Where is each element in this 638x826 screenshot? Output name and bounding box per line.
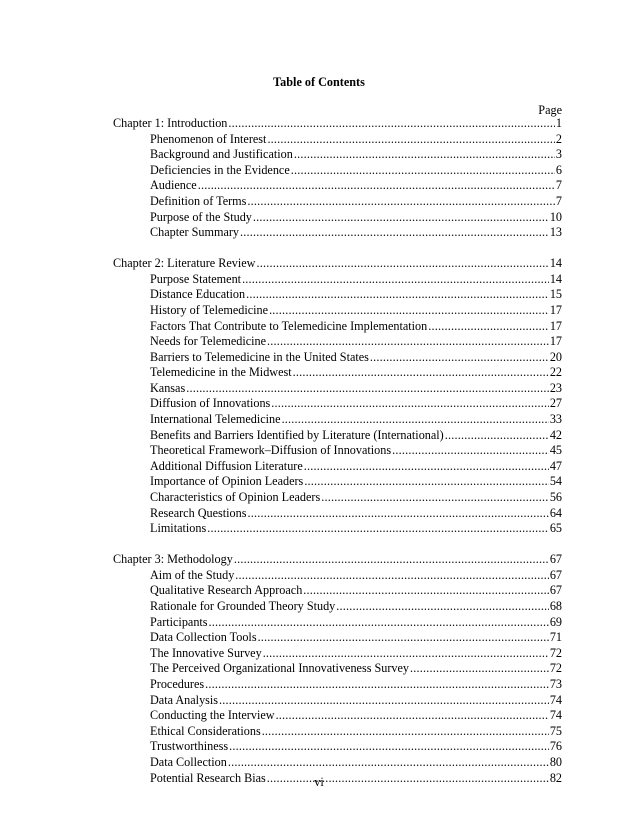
dot-leader xyxy=(234,552,549,568)
toc-section-entry xyxy=(113,739,562,755)
toc-entry-label: Benefits and Barriers Identified by Literature (International) xyxy=(150,427,444,442)
toc-entry-page-number: 20 xyxy=(549,349,562,364)
toc-section-entry xyxy=(113,412,562,428)
toc-entry-page-number: 72 xyxy=(549,661,562,676)
dot-leader xyxy=(228,116,555,132)
toc-entry-page-number: 65 xyxy=(549,521,562,536)
toc-chapter-entry xyxy=(113,256,562,272)
toc-entry-page-number: 7 xyxy=(555,178,562,193)
toc-entry-page-number: 76 xyxy=(549,739,562,754)
dot-leader xyxy=(445,428,549,444)
table-of-contents xyxy=(113,116,562,786)
toc-entry-label: Data Analysis xyxy=(150,692,219,707)
toc-entry-page-number: 17 xyxy=(549,318,562,333)
toc-entry-label: Procedures xyxy=(150,676,205,691)
toc-entry-page-number: 54 xyxy=(549,474,562,489)
toc-section-entry xyxy=(113,396,562,412)
toc-section-entry xyxy=(113,428,562,444)
toc-entry-page-number: 1 xyxy=(555,116,562,130)
toc-section-entry xyxy=(113,661,562,677)
page-column-label: Page xyxy=(538,103,562,117)
toc-section-entry xyxy=(113,225,562,241)
toc-entry-label: Audience xyxy=(150,178,197,193)
dot-leader xyxy=(392,443,549,459)
toc-entry-page-number: 42 xyxy=(549,427,562,442)
toc-section-entry xyxy=(113,287,562,303)
toc-entry-label: Additional Diffusion Literature xyxy=(150,458,303,473)
toc-entry-page-number: 14 xyxy=(549,256,562,271)
toc-entry-page-number: 82 xyxy=(549,770,562,785)
dot-leader xyxy=(247,194,555,210)
toc-entry-page-number: 22 xyxy=(549,365,562,380)
dot-leader xyxy=(304,474,549,490)
footer-page-number: vi xyxy=(314,775,324,789)
toc-entry-label: History of Telemedicine xyxy=(150,302,269,317)
dot-leader xyxy=(282,412,549,428)
dot-leader xyxy=(247,506,548,522)
toc-entry-label: The Innovative Survey xyxy=(150,645,262,660)
dot-leader xyxy=(219,693,549,709)
dot-leader xyxy=(336,599,549,615)
dot-leader xyxy=(205,677,549,693)
toc-entry-page-number: 2 xyxy=(555,131,562,146)
toc-section-entry xyxy=(113,568,562,584)
toc-section-entry xyxy=(113,272,562,288)
dot-leader xyxy=(263,646,549,662)
toc-entry-label: Characteristics of Opinion Leaders xyxy=(150,490,321,505)
toc-section-entry xyxy=(113,194,562,210)
toc-entry-page-number: 64 xyxy=(549,505,562,520)
toc-entry-label: International Telemedicine xyxy=(150,412,281,427)
toc-entry-page-number: 33 xyxy=(549,412,562,427)
toc-entry-label: Purpose of the Study xyxy=(150,209,252,224)
toc-entry-page-number: 6 xyxy=(555,162,562,177)
dot-leader xyxy=(186,381,549,397)
toc-entry-page-number: 72 xyxy=(549,645,562,660)
toc-section-entry xyxy=(113,708,562,724)
dot-leader xyxy=(256,256,548,272)
dot-leader xyxy=(235,568,549,584)
dot-leader xyxy=(228,755,549,771)
dot-leader xyxy=(304,459,549,475)
toc-entry-page-number: 14 xyxy=(549,271,562,286)
toc-section-entry xyxy=(113,334,562,350)
toc-section-entry xyxy=(113,303,562,319)
toc-entry-label: Limitations xyxy=(150,521,207,536)
toc-entry-label: Aim of the Study xyxy=(150,567,235,582)
toc-entry-label: Deficiencies in the Evidence xyxy=(150,162,290,177)
toc-entry-page-number: 80 xyxy=(549,754,562,769)
toc-section-entry xyxy=(113,474,562,490)
dot-leader xyxy=(370,350,549,366)
dot-leader xyxy=(267,132,554,148)
toc-entry-page-number: 13 xyxy=(549,225,562,240)
toc-entry-page-number: 67 xyxy=(549,583,562,598)
dot-leader xyxy=(246,287,549,303)
toc-entry-page-number: 74 xyxy=(549,708,562,723)
dot-leader xyxy=(240,225,549,241)
toc-entry-label: Trustworthiness xyxy=(150,739,229,754)
toc-entry-label: Conducting the Interview xyxy=(150,708,275,723)
toc-section-entry xyxy=(113,599,562,615)
toc-entry-label: Rationale for Grounded Theory Study xyxy=(150,599,336,613)
dot-leader xyxy=(271,396,549,412)
toc-chapter-entry xyxy=(113,116,562,132)
toc-entry-label: Telemedicine in the Midwest xyxy=(150,365,292,380)
dot-leader xyxy=(229,739,549,755)
toc-entry-label: Background and Justification xyxy=(150,147,293,162)
toc-section-entry xyxy=(113,319,562,335)
toc-section-entry xyxy=(113,443,562,459)
toc-entry-label: Qualitative Research Approach xyxy=(150,583,303,598)
toc-section-entry xyxy=(113,381,562,397)
toc-entry-label: Diffusion of Innovations xyxy=(150,396,271,411)
toc-entry-label: The Perceived Organizational Innovativeness Survey xyxy=(150,661,410,676)
toc-section-entry xyxy=(113,677,562,693)
toc-entry-page-number: 17 xyxy=(549,334,562,349)
dot-leader xyxy=(198,178,555,194)
toc-entry-page-number: 67 xyxy=(549,567,562,582)
toc-section-entry xyxy=(113,365,562,381)
toc-entry-label: Kansas xyxy=(150,380,186,395)
toc-section-entry xyxy=(113,755,562,771)
toc-section-entry xyxy=(113,490,562,506)
dot-leader xyxy=(294,147,555,163)
toc-entry-page-number: 27 xyxy=(549,396,562,411)
toc-entry-label: Factors That Contribute to Telemedicine Implementation xyxy=(150,318,428,333)
toc-entry-label: Chapter 3: Methodology xyxy=(113,552,233,567)
dot-leader xyxy=(293,365,549,381)
toc-section-entry xyxy=(113,132,562,148)
toc-entry-page-number: 15 xyxy=(549,287,562,302)
toc-entry-label: Chapter 1: Introduction xyxy=(113,116,228,130)
toc-entry-page-number: 69 xyxy=(549,614,562,629)
toc-entry-label: Importance of Opinion Leaders xyxy=(150,474,304,489)
toc-entry-page-number: 10 xyxy=(549,209,562,224)
dot-leader xyxy=(262,724,549,740)
toc-entry-page-number: 56 xyxy=(549,490,562,505)
toc-entry-page-number: 67 xyxy=(549,552,562,567)
toc-section-entry xyxy=(113,724,562,740)
dot-leader xyxy=(207,521,549,537)
dot-leader xyxy=(410,661,549,677)
dot-leader xyxy=(269,303,549,319)
toc-section-entry xyxy=(113,459,562,475)
toc-entry-page-number: 68 xyxy=(549,599,562,613)
dot-leader xyxy=(291,163,555,179)
dot-leader xyxy=(276,708,549,724)
toc-entry-page-number: 17 xyxy=(549,302,562,317)
dot-leader xyxy=(428,319,549,335)
toc-section-entry xyxy=(113,163,562,179)
toc-entry-label: Potential Research Bias xyxy=(150,770,266,785)
toc-section-entry xyxy=(113,630,562,646)
toc-entry-label: Research Questions xyxy=(150,505,247,520)
dot-leader xyxy=(303,583,549,599)
toc-entry-page-number: 7 xyxy=(555,193,562,208)
toc-chapter-entry xyxy=(113,552,562,568)
toc-entry-page-number: 23 xyxy=(549,380,562,395)
toc-entry-label: Data Collection xyxy=(150,754,227,769)
toc-entry-label: Data Collection Tools xyxy=(150,630,257,645)
toc-entry-page-number: 74 xyxy=(549,692,562,707)
toc-section-entry xyxy=(113,147,562,163)
toc-entry-page-number: 45 xyxy=(549,443,562,458)
toc-section-entry xyxy=(113,646,562,662)
toc-entry-page-number: 3 xyxy=(555,147,562,162)
dot-leader xyxy=(321,490,549,506)
toc-entry-label: Chapter 2: Literature Review xyxy=(113,256,256,271)
dot-leader xyxy=(253,210,549,226)
toc-entry-label: Purpose Statement xyxy=(150,271,242,286)
toc-entry-label: Theoretical Framework–Diffusion of Innovations xyxy=(150,443,392,458)
toc-entry-label: Distance Education xyxy=(150,287,246,302)
toc-entry-label: Definition of Terms xyxy=(150,193,247,208)
toc-section-entry xyxy=(113,350,562,366)
toc-entry-label: Participants xyxy=(150,614,208,629)
toc-section-entry xyxy=(113,521,562,537)
toc-section-entry xyxy=(113,506,562,522)
toc-entry-page-number: 75 xyxy=(549,723,562,738)
toc-section-entry xyxy=(113,210,562,226)
dot-leader xyxy=(267,334,549,350)
toc-section-entry xyxy=(113,693,562,709)
toc-section-entry xyxy=(113,178,562,194)
toc-entry-label: Needs for Telemedicine xyxy=(150,334,267,349)
toc-entry-label: Phenomenon of Interest xyxy=(150,131,267,146)
toc-section-entry xyxy=(113,615,562,631)
dot-leader xyxy=(209,615,549,631)
toc-entry-page-number: 47 xyxy=(549,458,562,473)
toc-section-entry xyxy=(113,583,562,599)
toc-entry-page-number: 71 xyxy=(549,630,562,645)
dot-leader xyxy=(242,272,549,288)
dot-leader xyxy=(258,630,549,646)
toc-entry-label: Ethical Considerations xyxy=(150,723,261,738)
toc-entry-label: Barriers to Telemedicine in the United States xyxy=(150,349,369,364)
page-title: Table of Contents xyxy=(273,75,365,89)
toc-entry-label: Chapter Summary xyxy=(150,225,240,240)
toc-entry-page-number: 73 xyxy=(549,676,562,691)
